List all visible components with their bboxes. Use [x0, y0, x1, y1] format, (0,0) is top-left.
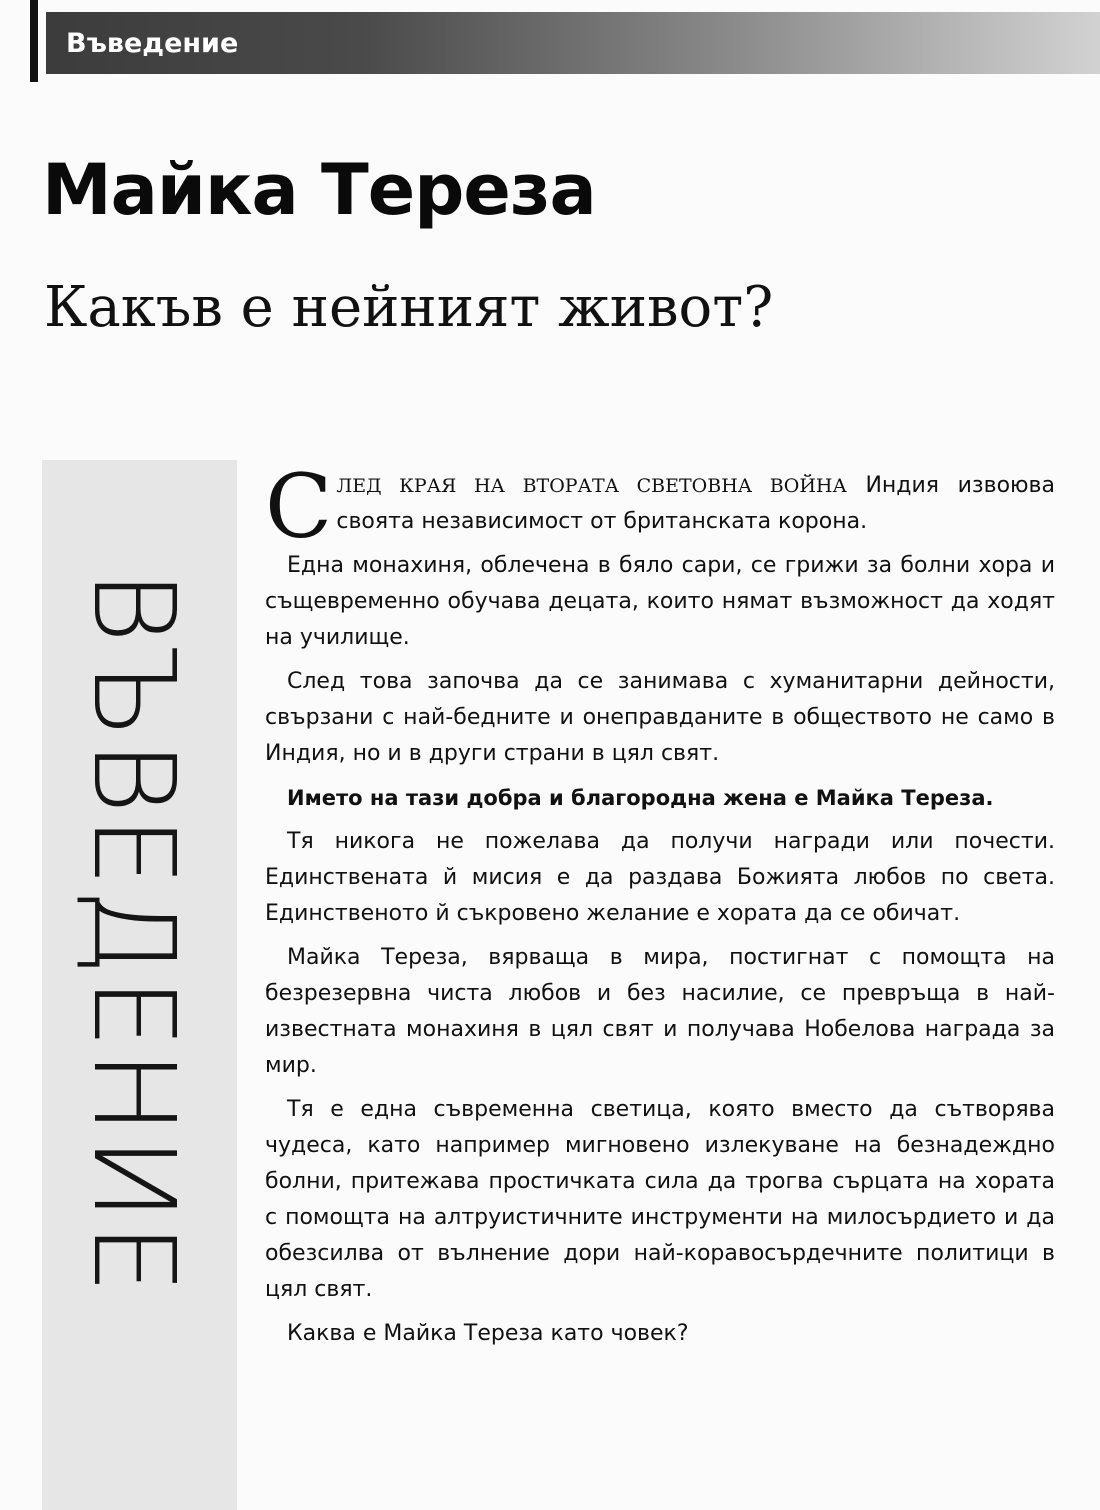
section-label: Въведение [66, 28, 239, 59]
vertical-section-label: ВЪВЕДЕНИЕ [68, 570, 198, 1296]
page-subtitle: Какъв е нейният живот? [44, 275, 774, 340]
bold-paragraph: Името на тази добра и благородна жена е Майка Тереза. [287, 786, 994, 810]
page-title: Майка Тереза [42, 149, 596, 231]
paragraph: Тя никога не пожелава да получи награди или почести. Единствената й мисия е да раздава Божията любов по света. Единственото й съкровено желание е хората да се обичат. [265, 829, 1055, 926]
lead-paragraph [265, 455, 1055, 558]
paragraph: След това започва да се занимава с хуманитарни дейности, свързани с най-бедните и онеправданите в обществото не само в Индия, но и в други страни в цял свят. [265, 669, 1055, 766]
lead-rest-text: Индия извоюва своята независимост от британската корона. [336, 473, 1055, 534]
section-header-bar [46, 12, 1100, 74]
lead-caps-text: ЛЕД КРАЯ НА ВТОРАТА СВЕТОВНА ВОЙНА [336, 475, 847, 497]
article-body [265, 455, 1055, 1360]
paragraph: Една монахиня, облечена в бяло сари, се грижи за болни хора и същевременно обучава децата, които нямат възможност да ходят на училище. [265, 553, 1055, 650]
left-edge-rule [30, 0, 38, 82]
paragraph: Тя е една съвременна светица, която вместо да сътворява чудеса, като например мигновено излекуване на безнадеждно болни, притежава простичката сила да трогва сърцата на хората с помощта на алтруистичните инструменти на милосърдието и да обезсилва от вълнение дори най-коравосърдечните политици в цял свят. [265, 1097, 1055, 1302]
drop-cap: С [265, 455, 333, 558]
paragraph: Майка Тереза, вярваща в мира, постигнат с помощта на безрезервна чиста любов и без насилие, се превръща в най-известната монахиня в цял свят и получава Нобелова награда за мир. [265, 945, 1055, 1078]
paragraph: Каква е Майка Тереза като човек? [287, 1321, 689, 1346]
